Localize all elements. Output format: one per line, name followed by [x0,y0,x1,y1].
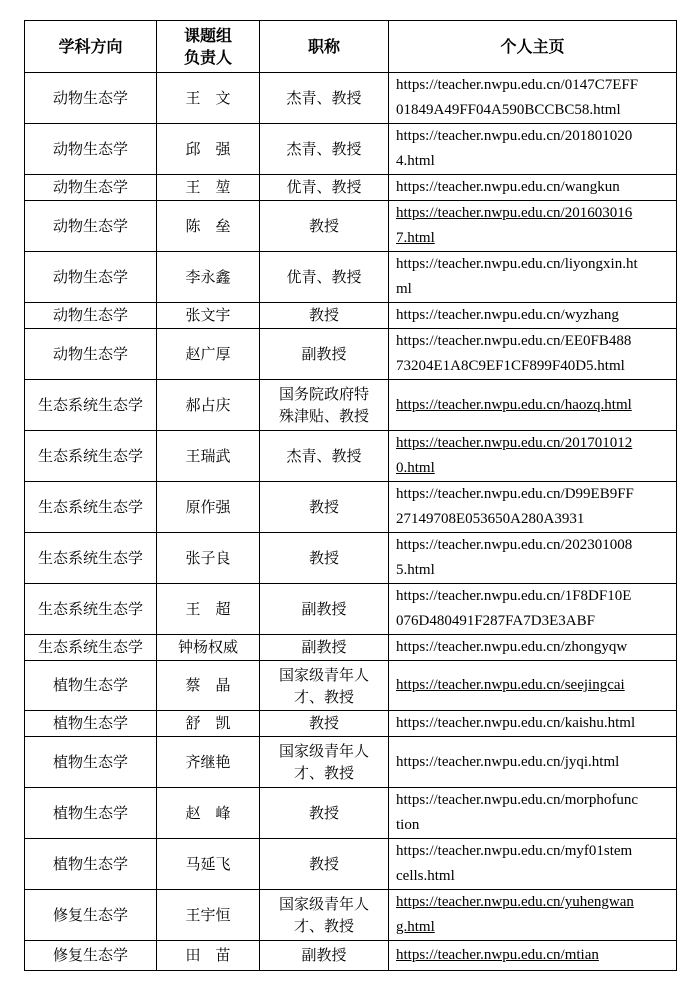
homepage-link-line[interactable]: g.html [396,919,435,935]
homepage-link[interactable] [389,635,677,661]
homepage-link-line[interactable]: https://teacher.nwpu.edu.cn/liyongxin.ht [396,256,638,272]
header-leader [157,21,260,73]
title-line: 国家级青年人 [278,665,369,684]
field-cell: 植物生态学 [25,737,157,788]
table-row [25,431,677,482]
leader-cell: 王 文 [157,73,260,124]
table-row [25,584,677,635]
field-cell: 植物生态学 [25,788,157,839]
table-row [25,252,677,303]
homepage-link-line[interactable]: 27149708E053650A280A3931 [396,511,585,527]
header-leader-line: 课题组 [183,25,232,45]
title-line: 才、教授 [293,687,354,706]
title-cell: 教授 [260,201,389,252]
homepage-link-line[interactable]: tion [396,817,420,833]
leader-cell: 王瑞武 [157,431,260,482]
homepage-link-line[interactable]: https://teacher.nwpu.edu.cn/wyzhang [396,307,619,323]
field-cell: 修复生态学 [25,941,157,971]
field-cell: 动物生态学 [25,124,157,175]
leader-cell: 赵 峰 [157,788,260,839]
leader-cell: 王宇恒 [157,890,260,941]
field-cell: 动物生态学 [25,73,157,124]
leader-cell: 陈 垒 [157,201,260,252]
homepage-link[interactable] [389,431,677,482]
title-cell: 教授 [260,788,389,839]
table-row [25,661,677,711]
homepage-link-line[interactable]: https://teacher.nwpu.edu.cn/wangkun [396,179,620,195]
homepage-link[interactable] [389,303,677,329]
leader-cell: 赵广厚 [157,329,260,380]
field-cell: 动物生态学 [25,175,157,201]
field-cell: 生态系统生态学 [25,635,157,661]
table-row [25,788,677,839]
homepage-link-line[interactable]: https://teacher.nwpu.edu.cn/EE0FB488 [396,333,632,349]
table-row [25,201,677,252]
title-cell: 副教授 [260,584,389,635]
table-row [25,890,677,941]
homepage-link[interactable] [389,941,677,971]
homepage-link-line[interactable]: cells.html [396,868,455,884]
homepage-link-line[interactable]: https://teacher.nwpu.edu.cn/jyqi.html [396,753,620,770]
table-row [25,124,677,175]
header-title: 职称 [260,21,389,73]
homepage-link-line[interactable]: https://teacher.nwpu.edu.cn/202301008 [396,537,633,553]
homepage-link-line[interactable]: 5.html [396,562,435,578]
field-cell: 植物生态学 [25,711,157,737]
leader-cell: 田 苗 [157,941,260,971]
homepage-link[interactable] [389,380,677,431]
homepage-link-line[interactable]: https://teacher.nwpu.edu.cn/mtian [396,947,599,963]
leader-cell: 王 堃 [157,175,260,201]
leader-cell: 张子良 [157,533,260,584]
header-leader-line: 负责人 [183,47,232,67]
title-cell: 杰青、教授 [260,73,389,124]
homepage-link[interactable] [389,482,677,533]
homepage-link-line[interactable]: 7.html [396,230,435,246]
homepage-link[interactable] [389,201,677,252]
homepage-link[interactable] [389,737,677,788]
field-cell: 生态系统生态学 [25,380,157,431]
homepage-link[interactable] [389,533,677,584]
leader-cell: 李永鑫 [157,252,260,303]
homepage-link-line[interactable]: https://teacher.nwpu.edu.cn/201701012 [396,435,633,451]
header-homepage: 个人主页 [389,21,677,73]
homepage-link-line[interactable]: 076D480491F287FA7D3E3ABF [396,613,595,629]
table-row [25,737,677,788]
leader-cell: 舒 凯 [157,711,260,737]
leader-cell: 王 超 [157,584,260,635]
homepage-link-line[interactable]: https://teacher.nwpu.edu.cn/1F8DF10E [396,588,632,604]
table-row [25,303,677,329]
table-row [25,533,677,584]
homepage-link[interactable] [389,124,677,175]
title-cell [260,737,389,788]
header-field: 学科方向 [25,21,157,73]
field-cell: 植物生态学 [25,839,157,890]
homepage-link-line[interactable]: https://teacher.nwpu.edu.cn/yuhengwan [396,894,634,910]
table-row [25,635,677,661]
homepage-link-line[interactable]: https://teacher.nwpu.edu.cn/kaishu.html [396,715,636,731]
title-cell: 副教授 [260,635,389,661]
table-row [25,73,677,124]
title-line: 才、教授 [293,764,354,782]
title-line: 殊津贴、教授 [278,407,369,425]
homepage-link-line[interactable]: https://teacher.nwpu.edu.cn/seejingcai [396,677,625,693]
leader-cell: 马延飞 [157,839,260,890]
homepage-link-line[interactable]: https://teacher.nwpu.edu.cn/myf01stem [396,843,633,859]
homepage-link-line[interactable]: 73204E1A8C9EF1CF899F40D5.html [396,358,625,374]
title-line: 国家级青年人 [278,742,369,760]
table-row [25,941,677,971]
leader-cell: 张文宇 [157,303,260,329]
leader-cell: 郝占庆 [157,380,260,431]
homepage-link[interactable] [389,788,677,839]
homepage-link[interactable] [389,252,677,303]
table-row [25,839,677,890]
title-line: 才、教授 [293,917,354,935]
title-cell [260,380,389,431]
homepage-link[interactable] [389,711,677,737]
title-cell: 副教授 [260,329,389,380]
field-cell: 生态系统生态学 [25,533,157,584]
homepage-link[interactable] [389,661,677,711]
homepage-link-line[interactable]: https://teacher.nwpu.edu.cn/haozq.html [396,396,632,413]
title-cell: 优青、教授 [260,175,389,201]
homepage-link-line[interactable]: https://teacher.nwpu.edu.cn/morphofunc [396,792,639,808]
table-row [25,380,677,431]
homepage-link[interactable] [389,839,677,890]
table-row [25,482,677,533]
field-cell: 动物生态学 [25,329,157,380]
table-row [25,329,677,380]
title-cell: 杰青、教授 [260,124,389,175]
homepage-link-line[interactable]: ml [396,281,412,297]
field-cell: 植物生态学 [25,661,157,711]
homepage-link[interactable] [389,890,677,941]
leader-cell: 蔡 晶 [157,661,260,711]
title-cell: 优青、教授 [260,252,389,303]
homepage-link-line[interactable]: https://teacher.nwpu.edu.cn/201603016 [396,205,633,221]
leader-cell: 钟杨权威 [157,635,260,661]
title-cell: 教授 [260,711,389,737]
homepage-link-line[interactable]: https://teacher.nwpu.edu.cn/201801020 [396,128,633,144]
field-cell: 动物生态学 [25,201,157,252]
homepage-link-line[interactable]: https://teacher.nwpu.edu.cn/zhongyqw [396,639,628,655]
leader-cell: 原作强 [157,482,260,533]
title-cell: 杰青、教授 [260,431,389,482]
title-cell: 教授 [260,839,389,890]
title-cell: 教授 [260,303,389,329]
homepage-link-line[interactable]: 4.html [396,153,435,169]
title-cell: 教授 [260,533,389,584]
field-cell: 生态系统生态学 [25,482,157,533]
homepage-link[interactable] [389,329,677,380]
homepage-link[interactable] [389,584,677,635]
title-line: 国家级青年人 [278,895,369,913]
homepage-link-line[interactable]: 01849A49FF04A590BCCBC58.html [396,102,621,118]
header-row [25,21,677,73]
leader-cell: 邱 强 [157,124,260,175]
title-cell: 副教授 [260,941,389,971]
title-cell: 教授 [260,482,389,533]
field-cell: 修复生态学 [25,890,157,941]
table-row [25,711,677,737]
faculty-table [24,20,677,971]
field-cell: 动物生态学 [25,303,157,329]
leader-cell: 齐继艳 [157,737,260,788]
homepage-link-line[interactable]: https://teacher.nwpu.edu.cn/D99EB9FF [396,486,634,502]
title-cell [260,661,389,711]
title-cell [260,890,389,941]
field-cell: 生态系统生态学 [25,431,157,482]
homepage-link[interactable] [389,73,677,124]
field-cell: 动物生态学 [25,252,157,303]
table-row [25,175,677,201]
homepage-link-line[interactable]: 0.html [396,460,435,476]
title-line: 国务院政府特 [278,385,369,403]
homepage-link-line[interactable]: https://teacher.nwpu.edu.cn/0147C7EFF [396,77,639,93]
homepage-link[interactable] [389,175,677,201]
field-cell: 生态系统生态学 [25,584,157,635]
